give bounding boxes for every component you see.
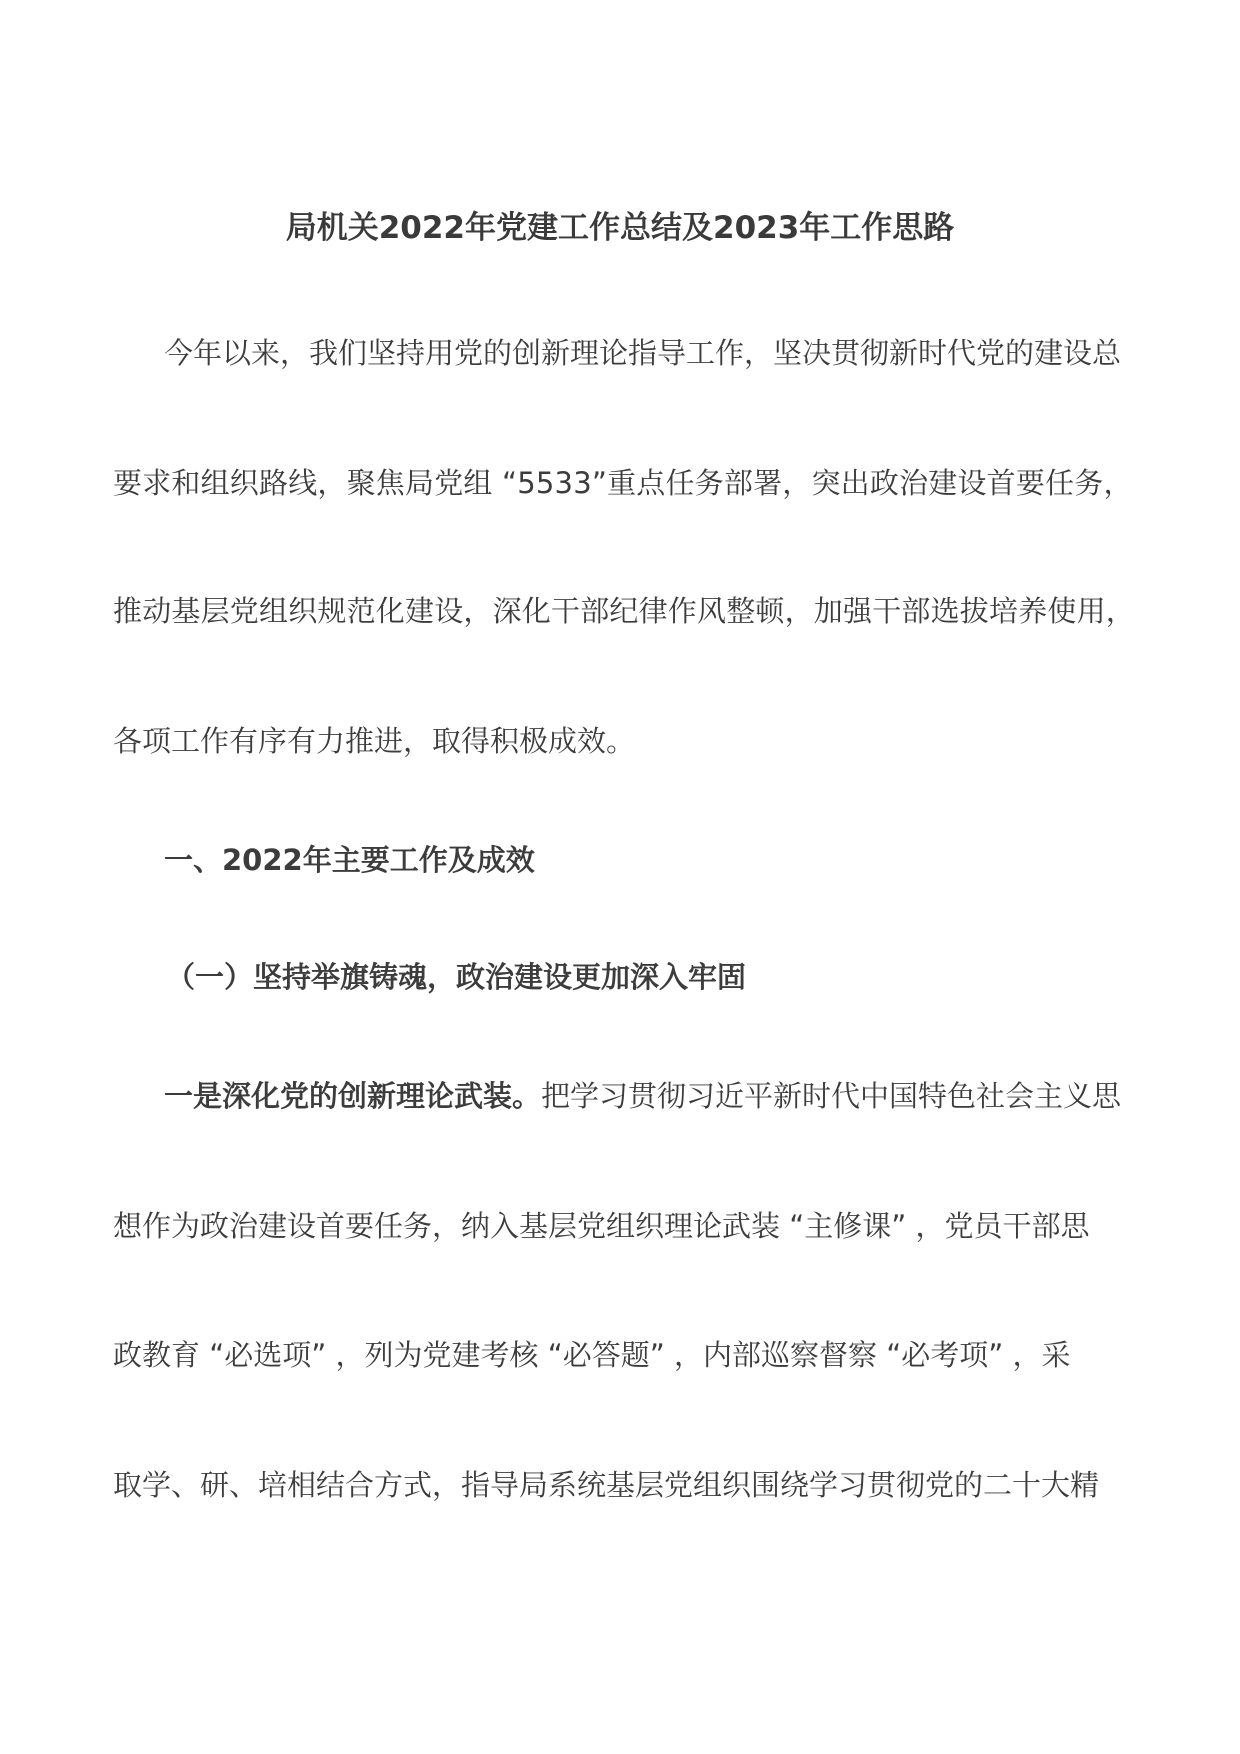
point-one-first-line-rest: 把学习贯彻习近平新时代中国特色社会主义思 xyxy=(541,1079,1122,1113)
point-one-line-2: 想作为政治建设首要任务，纳入基层党组织理论武装 “主修课” ，党员干部思 xyxy=(113,1209,1090,1243)
intro-line-3: 推动基层党组织规范化建设，深化干部纪律作风整顿，加强干部选拔培养使用， xyxy=(113,594,1136,628)
point-one-line-4: 取学、研、培相结合方式，指导局系统基层党组织围绕学习贯彻党的二十大精 xyxy=(113,1468,1100,1502)
intro-line-4: 各项工作有序有力推进，取得积极成效。 xyxy=(113,724,636,758)
point-one-line-1 xyxy=(164,1078,1121,1114)
intro-line-1: 今年以来，我们坚持用党的创新理论指导工作，坚决贯彻新时代党的建设总 xyxy=(164,336,1122,370)
intro-line-2: 要求和组织路线，聚焦局党组 “5533”重点任务部署，突出政治建设首要任务， xyxy=(113,466,1133,500)
subsection-heading-1: （一）坚持举旗铸魂，政治建设更加深入牢固 xyxy=(166,960,747,994)
section-heading-1: 一、2022年主要工作及成效 xyxy=(164,843,535,877)
point-one-line-3: 政教育 “必选项” ，列为党建考核 “必答题” ，内部巡察督察 “必考项” ，采 xyxy=(113,1338,1071,1372)
point-one-lead: 一是深化党的创新理论武装。 xyxy=(164,1079,542,1113)
document-title: 局机关2022年党建工作总结及2023年工作思路 xyxy=(285,210,955,246)
